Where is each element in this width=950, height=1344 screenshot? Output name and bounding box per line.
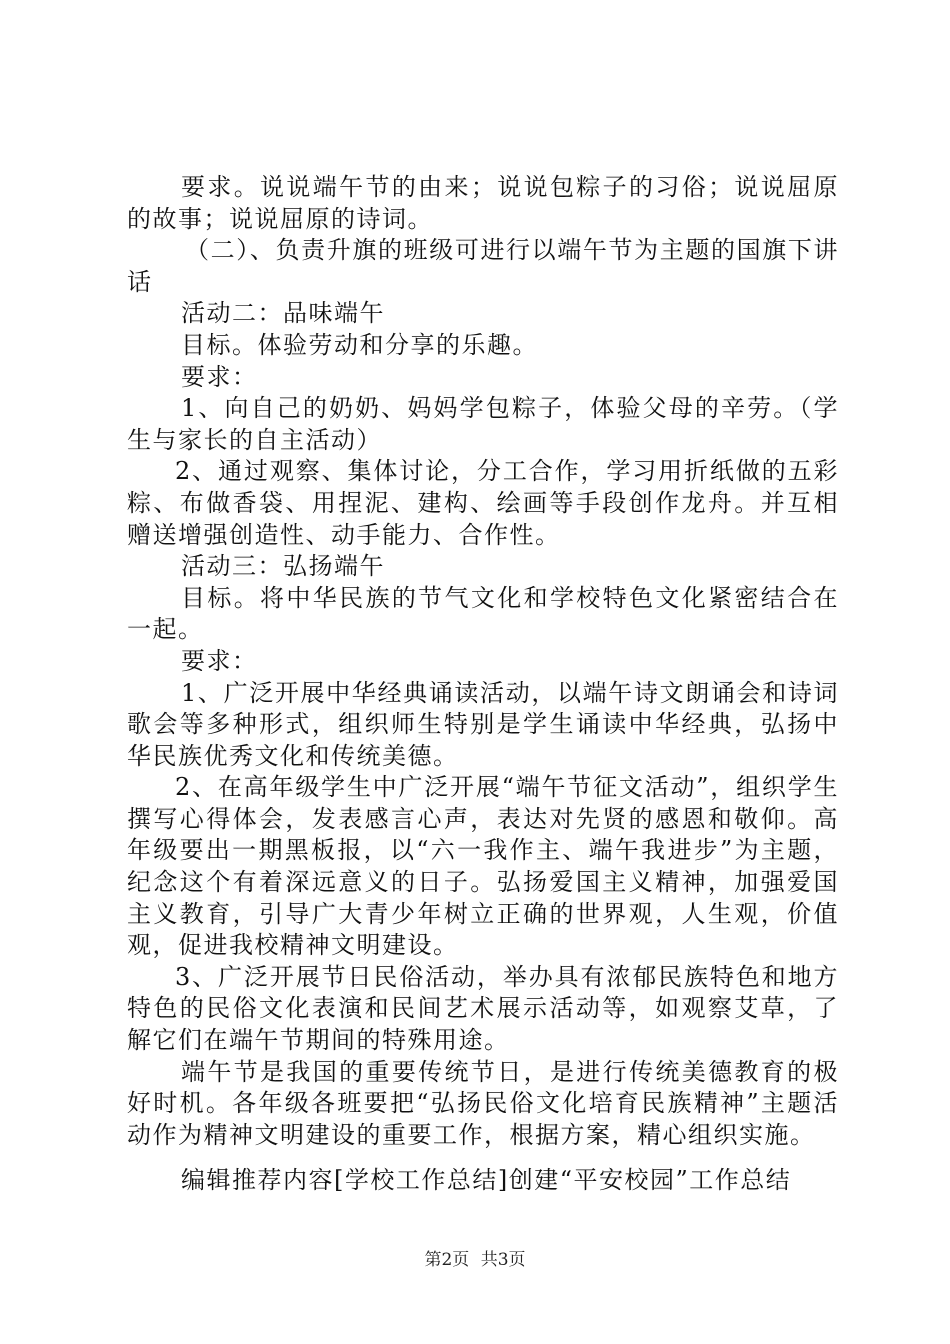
- paragraph-flag-speech: （二）、负责升旗的班级可进行以端午节为主题的国旗下讲话: [127, 236, 839, 296]
- recommended-content: 编辑推荐内容[学校工作总结]创建“平安校园”工作总结: [181, 1166, 792, 1195]
- page-total: 共3页: [480, 1250, 526, 1270]
- page-footer: [0, 1245, 950, 1270]
- paragraph-activity-3-item-2: 2、在高年级学生中广泛开展“端午节征文活动”，组织学生撰写心得体会，发表感言心声，表达对先贤的感恩和敬仰。高年级要出一期黑板报，以“六一我作主、端午我进步”为主题，纪念这个有着深远意义的日子。弘扬爱国主义精神，加强爱国主义教育，引导广大青少年树立正确的世界观，人生观，价值观，促进我校精神文明建设。: [127, 773, 839, 960]
- paragraph-activity-2-item-2: 2、通过观察、集体讨论，分工合作，学习用折纸做的五彩粽、布做香袋、用捏泥、建构、绘画等手段创作龙舟。并互相赠送增强创造性、动手能力、合作性。: [127, 457, 839, 549]
- paragraph-activity-3-item-1: 1、广泛开展中华经典诵读活动，以端午诗文朗诵会和诗词歌会等多种形式，组织师生特别是学生诵读中华经典，弘扬中华民族优秀文化和传统美德。: [127, 678, 839, 770]
- paragraph-activity-3-goal: 目标。将中华民族的节气文化和学校特色文化紧密结合在一起。: [127, 583, 839, 644]
- paragraph-activity-3-title: 活动三：弘扬端午: [181, 552, 385, 581]
- page-number: 第2页: [424, 1250, 470, 1270]
- paragraph-activity-3-item-3: 3、广泛开展节日民俗活动，举办具有浓郁民族特色和地方特色的民俗文化表演和民间艺术展示活动等，如观察艾草，了解它们在端午节期间的特殊用途。: [127, 962, 839, 1055]
- paragraph-requirements-1: 要求。说说端午节的由来；说说包粽子的习俗；说说屈原的故事；说说屈原的诗词。: [127, 173, 839, 233]
- paragraph-activity-2-goal: 目标。体验劳动和分享的乐趣。: [181, 330, 538, 359]
- paragraph-activity-2-item-1: 1、向自己的奶奶、妈妈学包粽子，体验父母的辛劳。（学生与家长的自主活动）: [127, 394, 839, 454]
- paragraph-activity-2-requirements: 要求：: [181, 362, 258, 391]
- paragraph-activity-2-title: 活动二：品味端午: [181, 299, 385, 328]
- document-body: [127, 172, 839, 1197]
- paragraph-conclusion: 端午节是我国的重要传统节日，是进行传统美德教育的极好时机。各年级各班要把“弘扬民俗文化培育民族精神”主题活动作为精神文明建设的重要工作，根据方案，精心组织实施。: [127, 1057, 839, 1149]
- paragraph-activity-3-requirements: 要求：: [181, 646, 258, 675]
